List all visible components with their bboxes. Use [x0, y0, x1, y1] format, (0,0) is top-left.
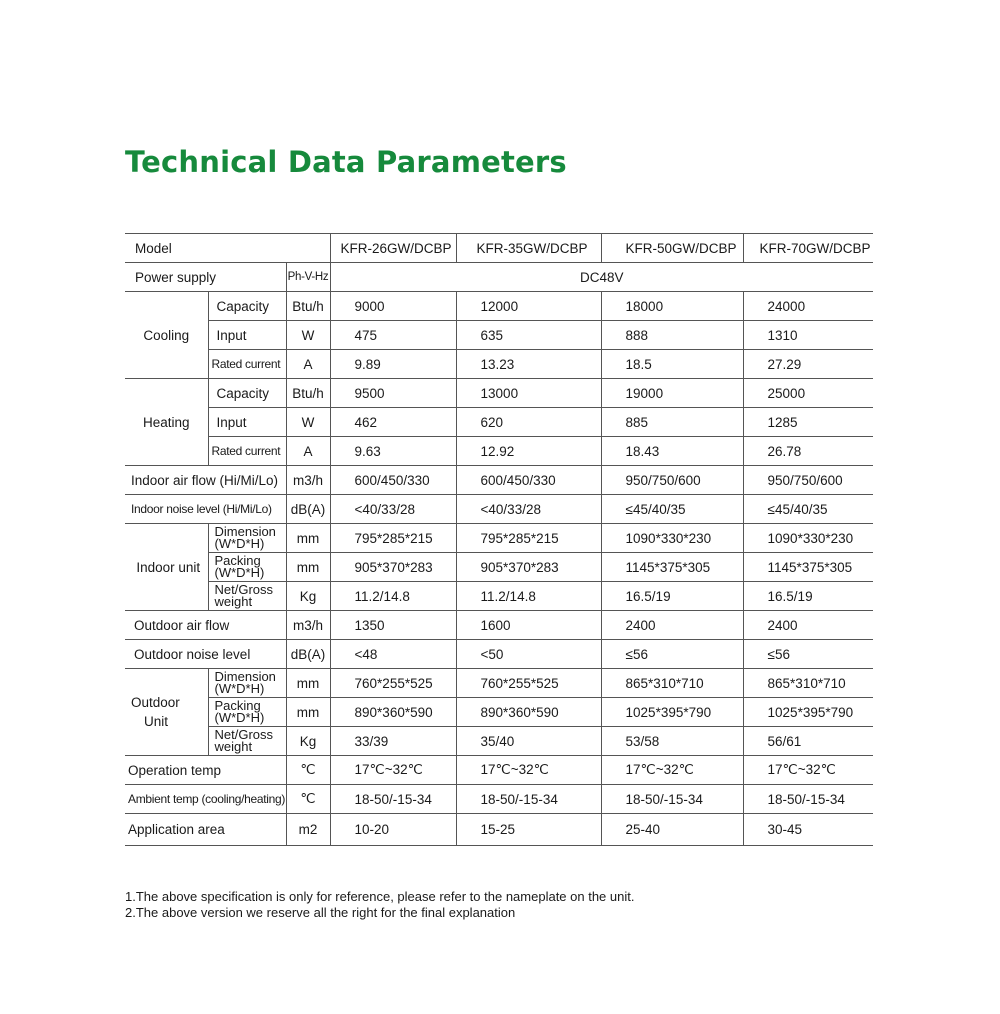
model-name: KFR-35GW/DCBP	[456, 234, 601, 263]
cell-value: 17℃~32℃	[456, 756, 601, 785]
row-label-line2: (W*D*H)	[214, 565, 265, 580]
cooling-capacity-row	[125, 292, 873, 321]
cell-value: 26.78	[743, 437, 873, 466]
cell-value: <40/33/28	[330, 495, 456, 524]
cell-value: 12000	[456, 292, 601, 321]
row-label-line1: Dimension	[214, 669, 276, 684]
cell-value: 1285	[743, 408, 873, 437]
cell-value: 18000	[601, 292, 743, 321]
cell-value: ≤45/40/35	[601, 495, 743, 524]
row-unit: mm	[286, 553, 330, 582]
row-unit: mm	[286, 669, 330, 698]
outdoor-weight-row	[125, 727, 873, 756]
cell-value: 950/750/600	[743, 466, 873, 495]
cell-value: 18-50/-15-34	[601, 785, 743, 814]
row-label: Indoor noise level (Hi/Mi/Lo)	[125, 495, 286, 524]
cell-value: 635	[456, 321, 601, 350]
outdoor-dimension-row	[125, 669, 873, 698]
cooling-current-row	[125, 350, 873, 379]
cell-value: 905*370*283	[330, 553, 456, 582]
indoor-dimension-row	[125, 524, 873, 553]
cell-value: 33/39	[330, 727, 456, 756]
power-supply-row	[125, 263, 873, 292]
cell-value: 18.43	[601, 437, 743, 466]
cell-value: <40/33/28	[456, 495, 601, 524]
row-label: Capacity	[208, 379, 286, 408]
cell-value: 1025*395*790	[743, 698, 873, 727]
cell-value: 9500	[330, 379, 456, 408]
heating-label: Heating	[125, 379, 208, 466]
row-unit: Kg	[286, 582, 330, 611]
cell-value: 16.5/19	[601, 582, 743, 611]
ambient-temp-row	[125, 785, 873, 814]
cell-value: 888	[601, 321, 743, 350]
cell-value: 475	[330, 321, 456, 350]
cell-value: 16.5/19	[743, 582, 873, 611]
row-unit: Btu/h	[286, 379, 330, 408]
row-label-line2: (W*D*H)	[214, 681, 265, 696]
row-unit: A	[286, 437, 330, 466]
row-label-line2: weight	[214, 739, 253, 754]
cell-value: 25-40	[601, 814, 743, 846]
operation-temp-row	[125, 756, 873, 785]
row-label	[208, 669, 286, 698]
cell-value: 462	[330, 408, 456, 437]
row-unit: ℃	[286, 756, 330, 785]
cell-value: 600/450/330	[330, 466, 456, 495]
model-row	[125, 234, 873, 263]
cell-value: 35/40	[456, 727, 601, 756]
footnote: 1.The above specification is only for reference, please refer to the nameplate on the unit.	[125, 889, 635, 904]
model-name: KFR-26GW/DCBP	[330, 234, 456, 263]
power-supply-unit: Ph-V-Hz	[286, 263, 330, 292]
indoor-air-flow-row	[125, 466, 873, 495]
cell-value: 12.92	[456, 437, 601, 466]
outdoor-unit-label	[125, 669, 208, 756]
cell-value: 1350	[330, 611, 456, 640]
cell-value: 865*310*710	[601, 669, 743, 698]
row-label: Input	[208, 408, 286, 437]
cell-value: 27.29	[743, 350, 873, 379]
row-unit: ℃	[286, 785, 330, 814]
cooling-label: Cooling	[125, 292, 208, 379]
row-label-line2: (W*D*H)	[214, 536, 265, 551]
row-unit: W	[286, 408, 330, 437]
model-name: KFR-50GW/DCBP	[601, 234, 743, 263]
cooling-input-row	[125, 321, 873, 350]
cell-value: 865*310*710	[743, 669, 873, 698]
cell-value: <48	[330, 640, 456, 669]
footnotes	[125, 889, 634, 921]
cell-value: 17℃~32℃	[743, 756, 873, 785]
row-label: Outdoor noise level	[125, 640, 286, 669]
outdoor-packing-row	[125, 698, 873, 727]
row-label: Rated current	[208, 437, 286, 466]
footnote: 2.The above version we reserve all the right for the final explanation	[125, 905, 516, 920]
row-unit: mm	[286, 524, 330, 553]
heating-capacity-row	[125, 379, 873, 408]
cell-value: 17℃~32℃	[330, 756, 456, 785]
row-label	[208, 524, 286, 553]
outdoor-unit-label-line1: Outdoor	[131, 695, 180, 710]
cell-value: 11.2/14.8	[330, 582, 456, 611]
cell-value: 620	[456, 408, 601, 437]
cell-value: 9000	[330, 292, 456, 321]
cell-value: 1145*375*305	[743, 553, 873, 582]
cell-value: 885	[601, 408, 743, 437]
row-unit: dB(A)	[286, 640, 330, 669]
cell-value: 17℃~32℃	[601, 756, 743, 785]
cell-value: 18-50/-15-34	[456, 785, 601, 814]
cell-value: 2400	[601, 611, 743, 640]
cell-value: ≤56	[743, 640, 873, 669]
row-unit: A	[286, 350, 330, 379]
cell-value: 13.23	[456, 350, 601, 379]
row-label: Capacity	[208, 292, 286, 321]
cell-value: 24000	[743, 292, 873, 321]
cell-value: 30-45	[743, 814, 873, 846]
row-label: Ambient temp (cooling/heating)	[125, 785, 286, 814]
cell-value: 890*360*590	[456, 698, 601, 727]
heating-input-row	[125, 408, 873, 437]
row-unit: W	[286, 321, 330, 350]
spec-table	[125, 233, 873, 846]
row-unit: m2	[286, 814, 330, 846]
row-unit: Kg	[286, 727, 330, 756]
row-unit: Btu/h	[286, 292, 330, 321]
cell-value: 1145*375*305	[601, 553, 743, 582]
row-unit: m3/h	[286, 611, 330, 640]
application-area-row	[125, 814, 873, 846]
cell-value: <50	[456, 640, 601, 669]
power-supply-label: Power supply	[125, 263, 286, 292]
row-label-line2: weight	[214, 594, 253, 609]
row-label: Application area	[125, 814, 286, 846]
cell-value: 13000	[456, 379, 601, 408]
row-label	[208, 582, 286, 611]
indoor-unit-label: Indoor unit	[125, 524, 208, 611]
indoor-packing-row	[125, 553, 873, 582]
cell-value: 905*370*283	[456, 553, 601, 582]
cell-value: 1090*330*230	[743, 524, 873, 553]
cell-value: 53/58	[601, 727, 743, 756]
cell-value: ≤45/40/35	[743, 495, 873, 524]
cell-value: 1310	[743, 321, 873, 350]
cell-value: 25000	[743, 379, 873, 408]
row-label: Rated current	[208, 350, 286, 379]
row-label-line1: Net/Gross	[214, 582, 274, 597]
cell-value: 15-25	[456, 814, 601, 846]
row-label-line1: Packing	[214, 553, 261, 568]
row-label	[208, 553, 286, 582]
row-label: Indoor air flow (Hi/Mi/Lo)	[125, 466, 286, 495]
cell-value: 1600	[456, 611, 601, 640]
outdoor-air-flow-row	[125, 611, 873, 640]
row-label-line1: Net/Gross	[214, 727, 274, 742]
cell-value: 600/450/330	[456, 466, 601, 495]
outdoor-noise-row	[125, 640, 873, 669]
cell-value: 18.5	[601, 350, 743, 379]
cell-value: 9.89	[330, 350, 456, 379]
row-unit: dB(A)	[286, 495, 330, 524]
indoor-noise-row	[125, 495, 873, 524]
cell-value: ≤56	[601, 640, 743, 669]
row-label-line1: Dimension	[214, 524, 276, 539]
row-label: Input	[208, 321, 286, 350]
indoor-weight-row	[125, 582, 873, 611]
model-name: KFR-70GW/DCBP	[743, 234, 873, 263]
cell-value: 19000	[601, 379, 743, 408]
heating-current-row	[125, 437, 873, 466]
cell-value: 9.63	[330, 437, 456, 466]
cell-value: 18-50/-15-34	[743, 785, 873, 814]
row-unit: m3/h	[286, 466, 330, 495]
cell-value: 760*255*525	[456, 669, 601, 698]
row-label-line1: Packing	[214, 698, 261, 713]
row-label: Operation temp	[125, 756, 286, 785]
row-label	[208, 698, 286, 727]
cell-value: 56/61	[743, 727, 873, 756]
cell-value: 760*255*525	[330, 669, 456, 698]
cell-value: 11.2/14.8	[456, 582, 601, 611]
cell-value: 1025*395*790	[601, 698, 743, 727]
model-label: Model	[125, 234, 330, 263]
power-supply-value: DC48V	[330, 263, 873, 292]
row-label: Outdoor air flow	[125, 611, 286, 640]
cell-value: 18-50/-15-34	[330, 785, 456, 814]
cell-value: 795*285*215	[456, 524, 601, 553]
cell-value: 950/750/600	[601, 466, 743, 495]
row-unit: mm	[286, 698, 330, 727]
cell-value: 10-20	[330, 814, 456, 846]
cell-value: 1090*330*230	[601, 524, 743, 553]
cell-value: 795*285*215	[330, 524, 456, 553]
outdoor-unit-label-line2: Unit	[144, 714, 169, 729]
row-label-line2: (W*D*H)	[214, 710, 265, 725]
cell-value: 2400	[743, 611, 873, 640]
cell-value: 890*360*590	[330, 698, 456, 727]
page-title: Technical Data Parameters	[125, 145, 567, 179]
row-label	[208, 727, 286, 756]
